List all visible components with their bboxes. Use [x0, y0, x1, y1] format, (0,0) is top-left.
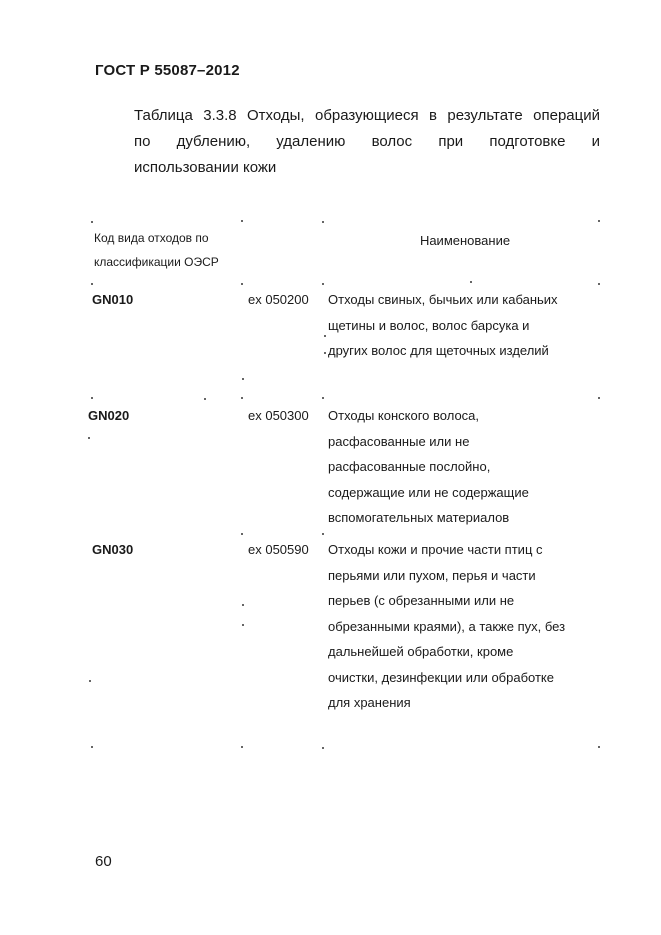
- grid-mark: [241, 220, 243, 222]
- grid-mark: [242, 624, 244, 626]
- waste-description: [328, 287, 598, 364]
- document-header: ГОСТ Р 55087–2012: [95, 62, 240, 79]
- grid-mark: [322, 221, 324, 223]
- description-line: Отходы конского волоса,: [328, 408, 480, 423]
- grid-mark: [241, 397, 243, 399]
- description-line: расфасованные послойно,: [328, 459, 491, 474]
- description-line: вспомогательных материалов: [328, 510, 510, 525]
- table-caption: [134, 103, 600, 181]
- description-line: других волос для щеточных изделий: [328, 343, 549, 358]
- page-number: 60: [95, 853, 112, 870]
- grid-mark: [91, 746, 93, 748]
- grid-mark: [598, 220, 600, 222]
- grid-mark: [322, 533, 324, 535]
- grid-mark: [324, 352, 326, 354]
- description-line: дальнейшей обработки, кроме: [328, 644, 514, 659]
- waste-description: [328, 537, 598, 716]
- grid-mark: [470, 281, 472, 283]
- grid-mark: [88, 437, 90, 439]
- caption-line: по дублению, удалению волос при подготовке и: [134, 133, 600, 150]
- waste-description: [328, 403, 598, 531]
- grid-mark: [242, 604, 244, 606]
- grid-mark: [91, 221, 93, 223]
- column-header-code: [94, 226, 254, 274]
- description-line: обрезанными краями), а также пух, без: [328, 618, 566, 634]
- grid-mark: [598, 397, 600, 399]
- description-line: перьями или пухом, перья и части: [328, 567, 536, 583]
- description-line: содержащие или не содержащие: [328, 484, 529, 500]
- grid-mark: [322, 283, 324, 285]
- description-line: Отходы кожи и прочие части птиц с: [328, 542, 543, 557]
- grid-mark: [241, 533, 243, 535]
- grid-mark: [324, 335, 326, 337]
- grid-mark: [89, 680, 91, 682]
- caption-line: использовании кожи: [134, 159, 277, 176]
- column-header-code-line: Код вида отходов по: [94, 231, 209, 245]
- waste-code: GN010: [92, 292, 134, 307]
- grid-mark: [598, 283, 600, 285]
- waste-code: GN030: [92, 542, 134, 557]
- caption-line: Таблица 3.3.8 Отходы, образующиеся в результате операций: [134, 107, 600, 124]
- grid-mark: [204, 398, 206, 400]
- hs-code: ex 050200: [248, 292, 309, 307]
- description-line: Отходы свиных, бычьих или кабаньих: [328, 292, 558, 307]
- waste-code: GN020: [88, 408, 130, 423]
- grid-mark: [241, 283, 243, 285]
- grid-mark: [241, 746, 243, 748]
- hs-code: ex 050590: [248, 542, 309, 557]
- hs-code: ex 050300: [248, 408, 309, 423]
- grid-mark: [322, 747, 324, 749]
- column-header-code-line: классификации ОЭСР: [94, 255, 219, 269]
- description-line: щетины и волос, волос барсука и: [328, 317, 530, 333]
- description-line: для хранения: [328, 695, 411, 710]
- description-line: перьев (с обрезанными или не: [328, 593, 515, 608]
- grid-mark: [91, 283, 93, 285]
- description-line: очистки, дезинфекции или обработке: [328, 669, 554, 685]
- description-line: расфасованные или не: [328, 433, 470, 449]
- grid-mark: [242, 378, 244, 380]
- grid-mark: [598, 746, 600, 748]
- grid-mark: [91, 397, 93, 399]
- column-header-name: Наименование: [419, 233, 511, 248]
- grid-mark: [322, 397, 324, 399]
